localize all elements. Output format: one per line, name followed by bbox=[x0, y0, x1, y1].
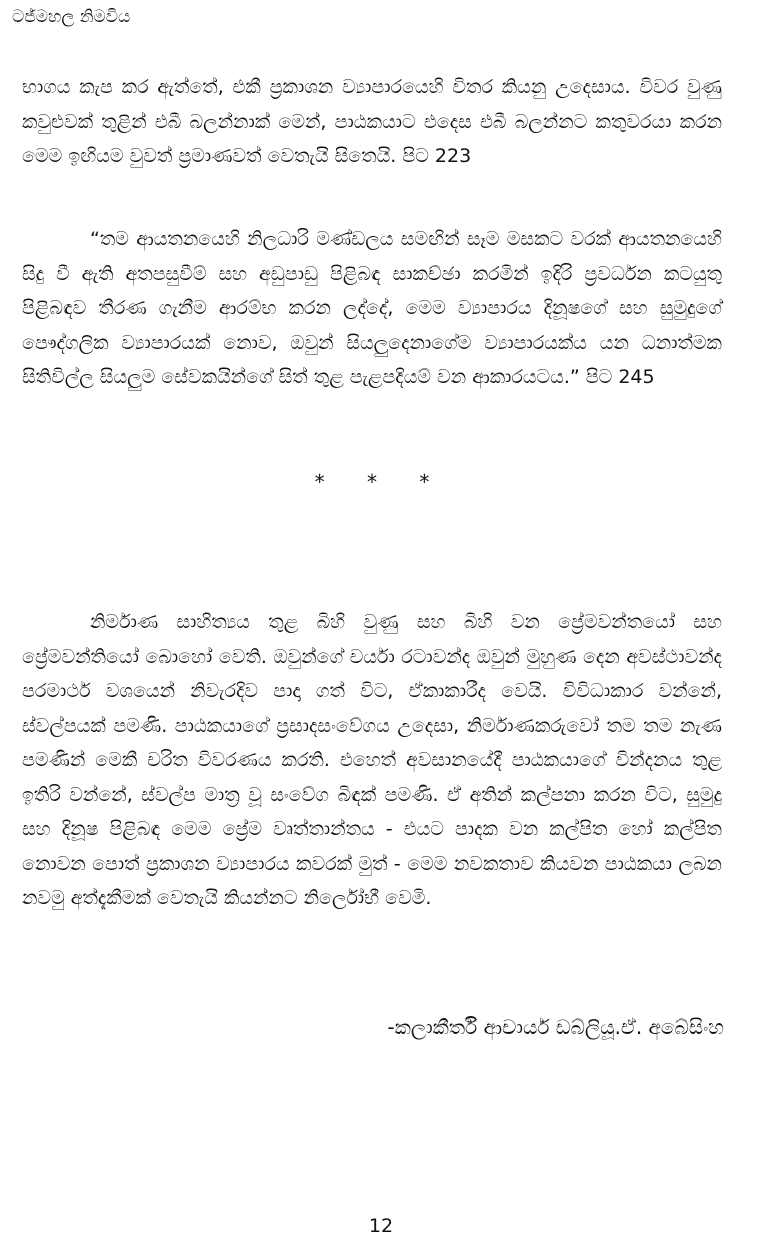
paragraph-continuation: භාගය කැප කර ඇත්තේ, එකී ප්‍රකාශන ව්‍යාපාරයෙහි විතර කියනු උදෙසාය. විවර වුණු කවුළුවක් තුළින් එබී බලන්නාක් මෙන්, පාඨකයාට එදෙස එබී බලන්නට කතුවරයා කරන මෙම ඉඟියම වුවත් ප්‍රමාණවත් වෙතැයි සිතෙයි. පිට 223 bbox=[22, 76, 722, 167]
running-header: ටජ්මහල නිමවිය bbox=[12, 7, 131, 27]
paragraph-quote: “තම ආයතනයෙහි නිලධාරි මණ්ඩලය සමඟින් සෑම මසකට වරක් ආයතනයෙහි සිදු වී ඇති අතපසුවීම් සහ අඩුපාඩු පිළිබඳ සාකච්ඡා කරමින් ඉදිරි ප්‍රවර්ධන කටයුතු පිළිබඳව තීරණ ගැනීම ආරම්භ කරන ලද්දේ, මෙම ව්‍යාපාරය දිනූෂගේ සහ සුමුදුගේ පෞද්ගලික ව්‍යාපාරයක් නොව, ඔවුන් සියලුදෙනාගේම ව්‍යාපාරයක්ය යන ධනාත්මක සිතිවිල්ල සියලුම සේවකයින්ගේ සිත් තුළ පැළපදියම් වන ආකාරයටය.” පිට 245 bbox=[22, 228, 722, 388]
page-number: 12 bbox=[368, 1215, 394, 1237]
section-separator: * * * bbox=[314, 470, 448, 494]
author-signature-line: -කලාකීර්ති ආචාර්ය ඩබ්ලියූ.ඒ. අබේසිංහ bbox=[387, 1015, 724, 1039]
paragraph-commentary: නිර්මාණ සාහිත්‍යය තුළ බිහි වුණු සහ බිහි වන ප්‍රේමවන්තයෝ සහ ප්‍රේමවන්තියෝ බොහෝ වෙති. ඔවුන්ගේ චර්යා රටාවන්ද ඔවුන් මුහුණ දෙන අවස්ථාවන්ද පරමාර්ථ වශයෙන් නිවැරදිව පාදා ගත් විට, ඒකාකාරීද වෙයි. විවිධාකාර වන්නේ, ස්වල්පයක් පමණි. පාඨකයාගේ ප්‍රසාදසංවේගය උදෙසා, නිර්මාණකරුවෝ තම තම නැණ පමණින් මෙකී චරිත විවරණය කරති. එහෙත් අවසානයේදී පාඨකයාගේ වින්දනය තුළ ඉතිරි වන්නේ, ස්වල්ප මාත්‍ර වූ සංවේග බිඳක් පමණි. ඒ අතින් කල්පනා කරන විට, සුමුදු සහ දිනූෂ පිළිබඳ මෙම ප්‍රේම වෘත්තාන්තය - එයට පාදක වන කල්පිත හෝ කල්පිත නොවන පොත් ප්‍රකාශන ව්‍යාපාරය කවරක් මුත් - මෙම නවකතාව කියවන පාඨකයා ලබන නවමු අත්දැකීමක් වෙතැයි කියන්නට නිර්ලෝභී වෙමි. bbox=[22, 611, 722, 909]
